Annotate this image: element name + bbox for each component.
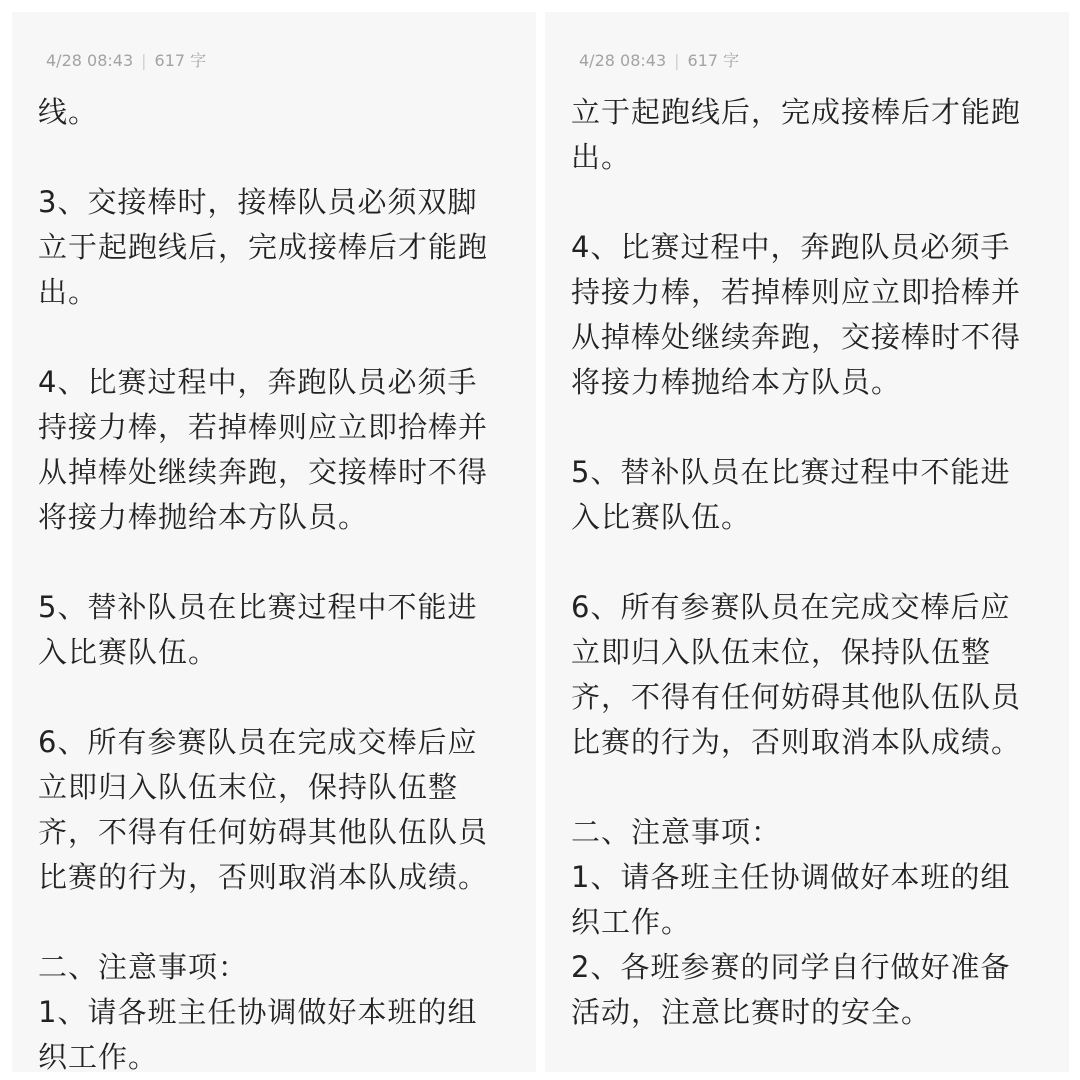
note-text-line: 5、替补队员在比赛过程中不能进 (38, 590, 478, 624)
blank-line (38, 675, 518, 720)
note-word-count: 617 字 (154, 51, 207, 70)
note-date: 4/28 08:43 (46, 51, 134, 70)
note-text-line: 4、比赛过程中，奔跑队员必须手 (571, 230, 1011, 264)
note-text-line: 将接力棒抛给本方队员。 (571, 365, 902, 399)
note-text-line: 织工作。 (571, 905, 692, 939)
note-text-line: 1、请各班主任协调做好本班的组 (571, 860, 1011, 894)
note-panel-right (545, 12, 1069, 1072)
blank-line (38, 900, 518, 945)
note-word-count: 617 字 (687, 51, 740, 70)
note-text-line: 入比赛队伍。 (38, 635, 219, 669)
note-date: 4/28 08:43 (579, 51, 667, 70)
note-text-line: 立即归入队伍末位，保持队伍整 (571, 635, 992, 669)
note-text-line: 持接力棒，若掉棒则应立即拾棒并 (38, 410, 489, 444)
note-text-line: 4、比赛过程中，奔跑队员必须手 (38, 365, 478, 399)
note-text-line: 6、所有参赛队员在完成交棒后应 (571, 590, 1011, 624)
note-body-right (571, 90, 1051, 1035)
blank-line (38, 135, 518, 180)
blank-line (38, 540, 518, 585)
note-text-line: 立于起跑线后，完成接棒后才能跑 (38, 230, 489, 264)
note-text-line: 出。 (571, 140, 632, 174)
note-meta-right (579, 48, 739, 71)
blank-line (38, 315, 518, 360)
blank-line (571, 405, 1051, 450)
note-text-line: 5、替补队员在比赛过程中不能进 (571, 455, 1011, 489)
note-text-line: 活动，注意比赛时的安全。 (571, 995, 932, 1029)
note-text-line: 二、注意事项： (571, 815, 782, 849)
note-text-line: 二、注意事项： (38, 950, 249, 984)
blank-line (571, 180, 1051, 225)
note-meta-left (46, 48, 206, 71)
note-text-line: 织工作。 (38, 1040, 159, 1072)
note-text-line: 入比赛队伍。 (571, 500, 752, 534)
note-text-line: 6、所有参赛队员在完成交棒后应 (38, 725, 478, 759)
note-text-line: 立于起跑线后，完成接棒后才能跑 (571, 95, 1022, 129)
meta-divider: | (674, 51, 680, 70)
note-text-line: 将接力棒抛给本方队员。 (38, 500, 369, 534)
note-text-line: 立即归入队伍末位，保持队伍整 (38, 770, 459, 804)
note-text-line: 1、请各班主任协调做好本班的组 (38, 995, 478, 1029)
blank-line (571, 765, 1051, 810)
note-body-left (38, 90, 518, 1072)
note-text-line: 齐，不得有任何妨碍其他队伍队员 (38, 815, 489, 849)
note-text-line: 3、交接棒时，接棒队员必须双脚 (38, 185, 478, 219)
note-panel-left (12, 12, 536, 1072)
note-text-line: 持接力棒，若掉棒则应立即拾棒并 (571, 275, 1022, 309)
meta-divider: | (141, 51, 147, 70)
note-text-line: 线。 (38, 95, 99, 129)
note-text-line: 从掉棒处继续奔跑，交接棒时不得 (571, 320, 1022, 354)
note-text-line: 比赛的行为，否则取消本队成绩。 (571, 725, 1022, 759)
note-text-line: 比赛的行为，否则取消本队成绩。 (38, 860, 489, 894)
note-text-line: 齐，不得有任何妨碍其他队伍队员 (571, 680, 1022, 714)
note-text-line: 出。 (38, 275, 99, 309)
note-text-line: 从掉棒处继续奔跑，交接棒时不得 (38, 455, 489, 489)
note-text-line: 2、各班参赛的同学自行做好准备 (571, 950, 1011, 984)
blank-line (571, 540, 1051, 585)
